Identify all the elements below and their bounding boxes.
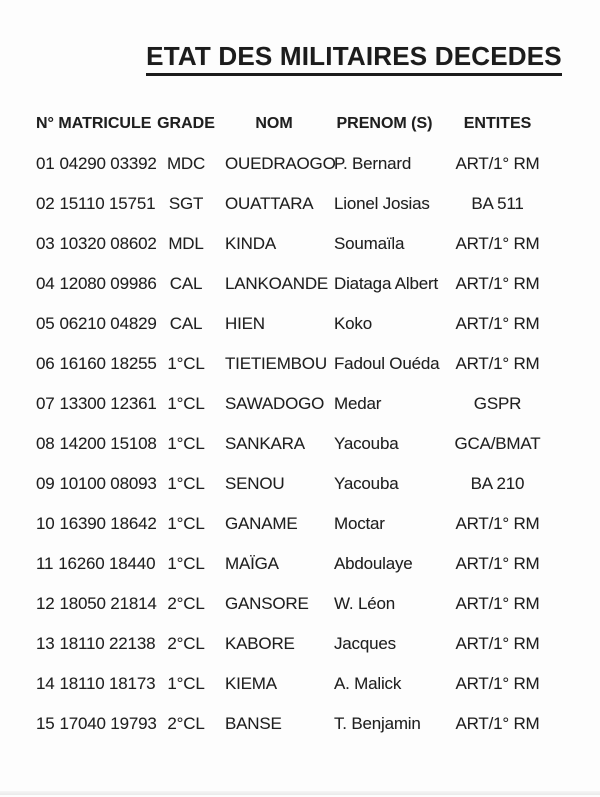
cell-num-matricule: [36, 274, 156, 294]
header-num-matricule: N° MATRICULE: [36, 115, 152, 132]
table-row: [36, 144, 596, 184]
table-row: [36, 584, 596, 624]
cell-entite: GSPR: [473, 394, 522, 413]
page-title: ETAT DES MILITAIRES DECEDES: [146, 42, 562, 76]
table-header-row: [36, 104, 596, 144]
cell-prenom: Lionel Josias: [334, 194, 430, 213]
cell-grade: 1°CL: [167, 674, 205, 693]
matricule-value: 15110 15751: [59, 194, 156, 213]
matricule-value: 10320 08602: [59, 234, 157, 253]
cell-num-matricule: [36, 514, 156, 534]
row-number: 03: [36, 234, 55, 253]
scan-edge-artifact: [0, 791, 600, 795]
cell-prenom: Jacques: [334, 634, 396, 653]
cell-prenom: Koko: [334, 314, 372, 333]
table-row: [36, 424, 596, 464]
cell-grade: CAL: [169, 274, 203, 293]
cell-num-matricule: [36, 714, 156, 734]
cell-grade: 1°CL: [167, 474, 205, 493]
cell-prenom: Moctar: [334, 514, 385, 533]
matricule-value: 18110 22138: [59, 634, 156, 653]
cell-grade: 1°CL: [167, 354, 205, 373]
row-number: 01: [36, 154, 55, 173]
cell-num-matricule: [36, 354, 156, 374]
cell-nom: SANKARA: [225, 434, 305, 453]
row-number: 10: [36, 514, 55, 533]
cell-num-matricule: [36, 674, 156, 694]
cell-grade: 1°CL: [167, 434, 205, 453]
table-row: [36, 184, 596, 224]
cell-num-matricule: [36, 234, 156, 254]
cell-num-matricule: [36, 554, 156, 574]
cell-nom: BANSE: [225, 714, 282, 733]
cell-nom: SENOU: [225, 474, 285, 493]
cell-num-matricule: [36, 474, 156, 494]
header-grade: GRADE: [157, 115, 215, 132]
cell-nom: MAÏGA: [225, 554, 279, 573]
row-number: 05: [36, 314, 55, 333]
cell-prenom: Abdoulaye: [334, 554, 413, 573]
cell-entite: ART/1° RM: [455, 554, 540, 573]
cell-prenom: Soumaïla: [334, 234, 405, 253]
row-number: 04: [36, 274, 55, 293]
row-number: 13: [36, 634, 55, 653]
cell-nom: OUATTARA: [225, 194, 314, 213]
table-row: [36, 264, 596, 304]
cell-entite: ART/1° RM: [455, 234, 540, 253]
matricule-value: 14200 15108: [59, 434, 157, 453]
table-row: [36, 624, 596, 664]
table-row: [36, 504, 596, 544]
cell-prenom: W. Léon: [334, 594, 395, 613]
cell-entite: ART/1° RM: [455, 514, 540, 533]
cell-grade: 2°CL: [167, 594, 205, 613]
cell-num-matricule: [36, 154, 156, 174]
row-number: 11: [36, 554, 54, 573]
cell-entite: ART/1° RM: [455, 154, 540, 173]
header-prenom: PRENOM (S): [336, 115, 433, 132]
cell-nom: GANAME: [225, 514, 298, 533]
cell-nom: SAWADOGO: [225, 394, 325, 413]
cell-prenom: T. Benjamin: [334, 714, 421, 733]
cell-nom: KINDA: [225, 234, 276, 253]
cell-nom: HIEN: [225, 314, 265, 333]
cell-entite: ART/1° RM: [455, 314, 540, 333]
cell-grade: 2°CL: [167, 634, 205, 653]
table-row: [36, 704, 596, 744]
cell-prenom: Fadoul Ouéda: [334, 354, 440, 373]
cell-num-matricule: [36, 594, 156, 614]
matricule-value: 04290 03392: [59, 154, 157, 173]
cell-entite: ART/1° RM: [455, 354, 540, 373]
cell-nom: TIETIEMBOU: [225, 354, 327, 373]
cell-nom: GANSORE: [225, 594, 309, 613]
cell-nom: LANKOANDE: [225, 274, 329, 293]
cell-entite: ART/1° RM: [455, 594, 540, 613]
cell-prenom: Yacouba: [334, 474, 399, 493]
row-number: 14: [36, 674, 55, 693]
table-row: [36, 224, 596, 264]
cell-entite: BA 210: [470, 474, 525, 493]
matricule-value: 16160 18255: [59, 354, 157, 373]
cell-grade: 1°CL: [167, 554, 205, 573]
cell-entite: ART/1° RM: [455, 714, 540, 733]
matricule-value: 12080 09986: [59, 274, 157, 293]
cell-num-matricule: [36, 434, 156, 454]
table-row: [36, 304, 596, 344]
cell-entite: ART/1° RM: [455, 634, 540, 653]
cell-grade: MDL: [168, 234, 204, 253]
row-number: 09: [36, 474, 55, 493]
matricule-value: 13300 12361: [59, 394, 157, 413]
cell-grade: 1°CL: [167, 514, 205, 533]
cell-num-matricule: [36, 394, 156, 414]
row-number: 06: [36, 354, 55, 373]
roster-table: [36, 104, 596, 744]
matricule-value: 18050 21814: [59, 594, 157, 613]
cell-grade: 2°CL: [167, 714, 205, 733]
matricule-value: 16390 18642: [59, 514, 157, 533]
cell-grade: 1°CL: [167, 394, 205, 413]
cell-entite: BA 511: [471, 194, 524, 213]
matricule-value: 16260 18440: [58, 554, 156, 573]
matricule-value: 06210 04829: [59, 314, 157, 333]
row-number: 02: [36, 194, 55, 213]
header-entites: ENTITES: [463, 115, 532, 132]
table-row: [36, 464, 596, 504]
cell-prenom: Medar: [334, 394, 382, 413]
cell-prenom: P. Bernard: [334, 154, 412, 173]
cell-num-matricule: [36, 194, 156, 214]
table-row: [36, 384, 596, 424]
table-row: [36, 544, 596, 584]
cell-grade: MDC: [166, 154, 206, 173]
matricule-value: 17040 19793: [59, 714, 157, 733]
header-nom: NOM: [255, 115, 293, 132]
table-body: [36, 144, 596, 744]
matricule-value: 18110 18173: [59, 674, 156, 693]
cell-entite: ART/1° RM: [455, 674, 540, 693]
matricule-value: 10100 08093: [59, 474, 157, 493]
row-number: 08: [36, 434, 55, 453]
cell-prenom: Diataga Albert: [334, 274, 438, 293]
title-container: [146, 42, 562, 76]
cell-nom: KABORE: [225, 634, 295, 653]
cell-grade: CAL: [169, 314, 203, 333]
cell-nom: KIEMA: [225, 674, 277, 693]
cell-prenom: Yacouba: [334, 434, 399, 453]
row-number: 07: [36, 394, 55, 413]
cell-grade: SGT: [168, 194, 204, 213]
table-row: [36, 664, 596, 704]
table-row: [36, 344, 596, 384]
cell-prenom: A. Malick: [334, 674, 402, 693]
cell-num-matricule: [36, 314, 156, 334]
row-number: 15: [36, 714, 55, 733]
cell-entite: GCA/BMAT: [454, 434, 541, 453]
cell-num-matricule: [36, 634, 156, 654]
cell-nom: OUEDRAOGO: [225, 154, 336, 173]
row-number: 12: [36, 594, 55, 613]
cell-entite: ART/1° RM: [455, 274, 540, 293]
